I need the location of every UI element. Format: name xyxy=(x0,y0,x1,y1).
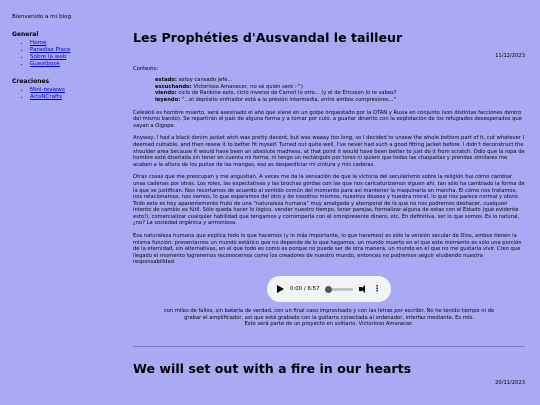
more-options-icon[interactable]: ⋮ xyxy=(373,284,381,294)
play-icon[interactable] xyxy=(277,285,284,293)
context-label: Contexto: xyxy=(133,65,159,72)
dialog-line: viendo: ciclo de Rankine esto, ciclo inverso de Carnot lo otro... (y el de Ericsson lo te sabes? xyxy=(155,90,397,97)
post-paragraph: Otras cosas que me preocupan y me angustian. A veces me da la sensación de que la victoria del secularismo sobre la religión fue como cambiar unas cadenas por otras. Los roles, las expectativas y las brochas gordas con las que nos caricaturizamos siguen ahí, tan sólo ha cambiado la forma de la que se justifican. Nos recortamos de acuerdo al sentido común del momento para así mantener la maquinaria en marcha. El cómo nos tratamos, nos relacionamos, nos vemos, lo que esperamos del otro y de nosotros mismos, nuestros deseos y nuestra moral, lo que nos parece normal y obvio. Todo esto es hoy aparentemente fruto de una "naturaleza humana" muy amalgada y atemporal de la que no nos podremos deshacer, cualquier intento de cambio es fútil. Sólo queda hacer lo lógico, vender nuestro tiempo, tener parejas, formalizar alguna de estas con el Estado (qué evidente esto!), comercializar cualquier habilidad que tengamos y corromperla con el omnipresente dinero, etc. En definitiva, ser lo que somos. Es lo natural, ¿no? La sociedad orgánica y armoniosa. xyxy=(133,174,525,227)
nav-link-home[interactable]: Home xyxy=(30,40,47,46)
context-dialog xyxy=(155,77,525,103)
general-links-list xyxy=(12,40,122,68)
post-date: 11/12/2023 xyxy=(495,53,525,59)
dialog-line: estado: estoy cansado jefe... xyxy=(155,77,233,84)
nav-link-artsncrafts[interactable]: ArtsNCrafts xyxy=(30,94,63,100)
welcome-text: Bienvenido a mi blog xyxy=(12,14,72,20)
progress-knob[interactable] xyxy=(325,286,332,293)
dialog-line: escuchando: Victorioso Amanecer, no sé quién seré :^) xyxy=(155,83,303,90)
audio-caption xyxy=(133,308,525,328)
post-divider xyxy=(133,346,525,347)
volume-icon[interactable] xyxy=(359,285,367,293)
audio-time: 0:00 / 6:57 xyxy=(290,285,320,292)
post-date: 20/11/2023 xyxy=(495,379,525,386)
dialog-line: leyendo: "...el depósito enfriador está a la presión intermedia, entre ambos compresores..." xyxy=(155,96,396,103)
post-title: We will set out with a fire in our hearts xyxy=(133,360,412,376)
creaciones-heading: Creaciones xyxy=(12,78,50,85)
audio-player xyxy=(267,276,391,302)
main-content xyxy=(133,30,525,386)
post-paragraph: Celeskiii es hombre muerto, será asesinado el año que viene en un golpe orquestado por la OTAN y Rusia en conjunto (son distintas facciones dentro del mismo bando). Se repartirán el país de alguna forma y a tomar por culo, a guañar dinerito con la explotación de los refugiados desesperados que vayan a Oigope. xyxy=(133,109,522,129)
post-paragraph: Esa naturaleza humana que explica todo lo que hacemos (y lo más importante, lo que haremos) es sólo la versión secular de Dios, ambos tienen la misma función: presentarnos un mundo estático que no depende de lo que hagamos, un mundo muerto en el que este momento es sólo una porción de la eternidad, sin alternativas, en el que todo es como es porque no puede ser de otra manera, un mundo en el que no me gustaría vivir. Creo que llegado el momento lograremos reconocernos como los creadores de nuestro mundo, entonces no podremos seguir eludiendo nuestra responsabilidad. xyxy=(133,233,522,266)
caption-line: grabar el amplificador, así que está grabado con la guitarra conectada al ordenador, interfaz mediante. Es mío. xyxy=(184,314,474,321)
caption-line: con miles de fallos, sin batería de verdad, con un final caso improvisado y con las letras por escribir. No he tenido tiempo ni de xyxy=(163,308,495,315)
post-title: Les Prophéties d'Ausvandal le tailleur xyxy=(133,30,403,45)
sidebar xyxy=(12,14,122,111)
nav-link-guestbook[interactable]: Guestbook xyxy=(30,61,61,67)
audio-progress-bar[interactable] xyxy=(325,288,353,291)
nav-link-mini-reviews[interactable]: Mini-reviews xyxy=(30,87,65,93)
post-paragraph: Anyway, I had a black denim jacket wich was pretty decent, but was waaay too long, so I decided to unsew the whole bottom part of it, cut whatever I deemed cuttable, and then resew it to better fit myself. Turned out quite well, I've never had such a good fitting jacket before. I didn't deconstruct the shoulder area because it would have been an absolute madness, at that point it would have been better to just do it from scratch. Odio que la ropa de hombre esté diseñada sin tener en cuenta mi forma, ni tengo un rectángulo por torso ni quiero que todas las chaquetas y prendas similares me acaben a la altura de los puños de las mangas, eso es desperdiciar mi cintura y mis caderas. xyxy=(133,135,525,168)
nav-link-paradise-place[interactable]: Paradise Place xyxy=(30,47,71,53)
nav-link-sobre-la-web[interactable]: Sobre la web xyxy=(30,54,67,60)
general-heading: General xyxy=(12,31,39,38)
caption-line: Esto será parte de un proyecto en solitario, Victorioso Amanecer. xyxy=(244,321,414,328)
creaciones-links-list xyxy=(12,87,122,101)
